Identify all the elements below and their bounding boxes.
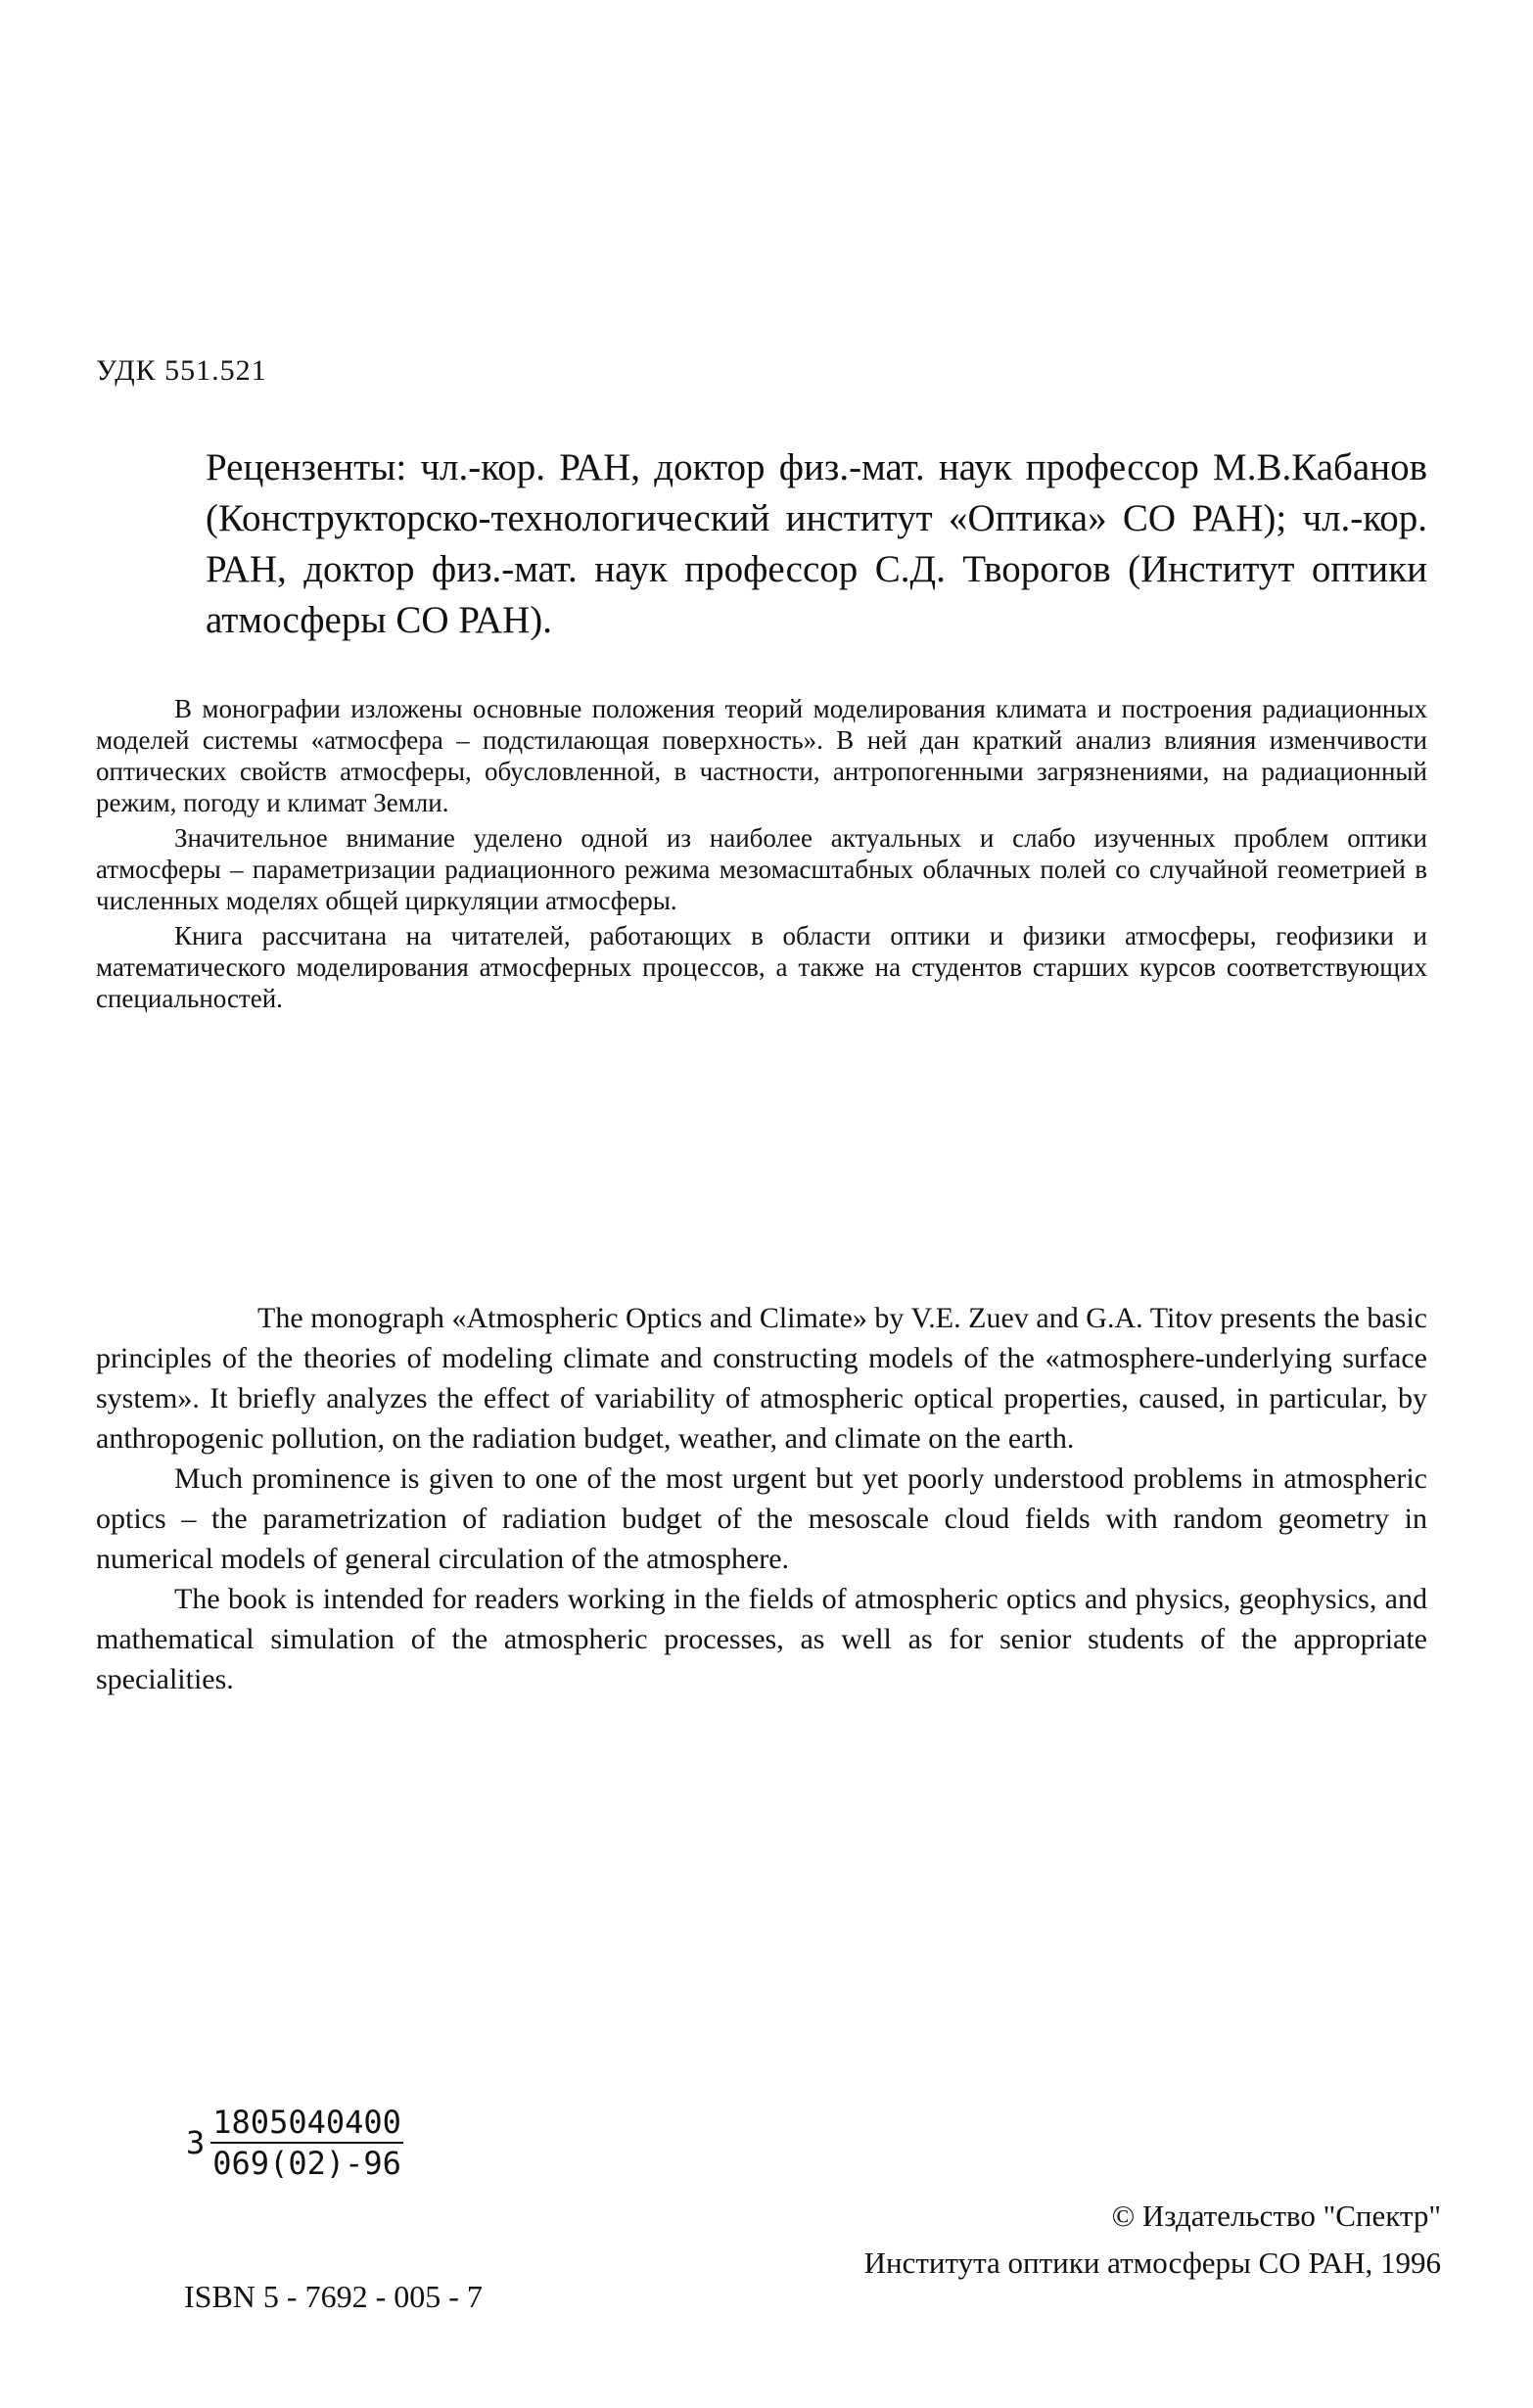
abstract-ru-paragraph-2: Значительное внимание уделено одной из наиболее актуальных и слабо изученных проблем оптики атмосферы – параметризации радиационного режима мезомасштабных облачных полей со случайной геометрией в численных моделях общей циркуляции атмосферы. <box>96 823 1427 915</box>
isbn: ISBN 5 - 7692 - 005 - 7 <box>184 2279 483 2314</box>
classification-fraction <box>210 2105 403 2181</box>
reviewers-text: Рецензенты: чл.-кор. РАН, доктор физ.-мат. наук профессор М.В.Кабанов (Конструкторско-технологический институт «Оптика» СО РАН); чл.-кор. РАН, доктор физ.-мат. наук профессор С.Д. Творогов (Институт оптики атмосферы СО РАН). <box>206 446 1427 641</box>
classification-denominator: 069(02)-96 <box>212 2145 401 2182</box>
abstract-ru-paragraph-1: В монографии изложены основные положения теорий моделирования климата и построения радиационных моделей системы «атмосфера – подстилающая поверхность». В ней дан краткий анализ влияния изменчивости оптических свойств атмосферы, обусловленной, в частности, антропогенными загрязнениями, на радиационный режим, погоду и климат Земли. <box>96 694 1427 817</box>
copyright-line-2: Института оптики атмосферы СО РАН, 1996 <box>863 2246 1441 2280</box>
abstract-ru-paragraph-3: Книга рассчитана на читателей, работающих в области оптики и физики атмосферы, геофизики и математического моделирования атмосферных процессов, а также на студентов старших курсов соответствующих специальностей. <box>96 921 1427 1013</box>
classification-numerator: 1805040400 <box>210 2105 403 2144</box>
abstract-en-paragraph-3: The book is intended for readers working in the fields of atmospheric optics and physics, geophysics, and mathematical simulation of the atmospheric processes, as well as for senior students of the appropriate specialities. <box>96 1583 1427 1695</box>
abstract-en-paragraph-2: Much prominence is given to one of the most urgent but yet poorly understood problems in atmospheric optics – the parametrization of radiation budget of the mesoscale cloud fields with random geometry in numerical models of general circulation of the atmosphere. <box>96 1462 1427 1575</box>
copyright-line-1: © Издательство "Спектр" <box>1111 2199 1441 2233</box>
abstract-en <box>96 1298 1427 1699</box>
abstract-en-paragraph-1: The monograph «Atmospheric Optics and Climate» by V.E. Zuev and G.A. Titov presents the basic principles of the theories of modeling climate and constructing models of the «atmosphere-underlying surface system». It briefly analyzes the effect of variability of atmospheric optical properties, caused, in particular, by anthropogenic pollution, on the radiation budget, weather, and climate on the earth. <box>96 1302 1427 1455</box>
abstract-ru <box>96 693 1427 1014</box>
udc-code: УДК 551.521 <box>96 354 267 387</box>
copyright-notice <box>864 2193 1441 2287</box>
classification-lead: З <box>186 2124 206 2161</box>
classification-index <box>186 2105 403 2181</box>
